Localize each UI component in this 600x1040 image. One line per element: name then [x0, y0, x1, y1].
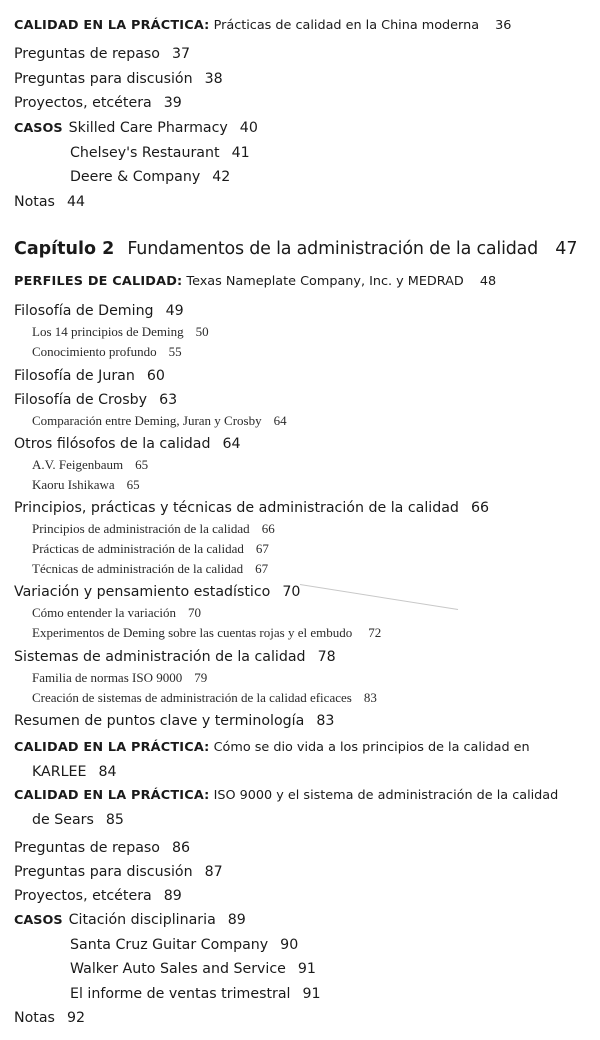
page-number: 89 [227, 912, 246, 928]
page-number: 89 [163, 888, 182, 904]
page-number: 49 [165, 303, 184, 319]
entry-title: Los 14 principios de Deming [32, 324, 184, 339]
chapter-title: Fundamentos de la administración de la calidad [127, 239, 539, 259]
quality-practice-entry [14, 20, 511, 33]
entry-title: Variación y pensamiento estadístico [14, 584, 271, 600]
toc-entry [14, 865, 223, 879]
page-number: 87 [204, 864, 223, 880]
page-number: 91 [302, 986, 321, 1002]
page-number: 41 [231, 145, 250, 161]
page-number: 39 [163, 95, 182, 111]
cases-label: CASOS [14, 913, 63, 928]
toc-entry [14, 96, 182, 110]
entry-title: Otros filósofos de la calidad [14, 436, 211, 452]
subsection-entry [32, 522, 275, 535]
entry-title: Walker Auto Sales and Service [70, 961, 286, 977]
section-entry [14, 501, 489, 515]
entry-title: Principios de administración de la calidad [32, 521, 250, 536]
section-label: CALIDAD EN LA PRÁCTICA: [14, 18, 210, 33]
subsection-entry [32, 562, 268, 575]
chapter-heading [14, 241, 577, 259]
subsection-entry [32, 626, 381, 639]
entry-title: Preguntas de repaso [14, 46, 160, 62]
page-number: 91 [297, 961, 316, 977]
subsection-entry [32, 606, 201, 619]
entry-title: Creación de sistemas de administración de la calidad eficaces [32, 690, 352, 705]
case-entry [14, 121, 258, 136]
entry-title: Conocimiento profundo [32, 344, 157, 359]
entry-title: El informe de ventas trimestral [70, 986, 291, 1002]
entry-title: Texas Nameplate Company, Inc. y MEDRAD [186, 274, 464, 289]
subsection-entry [32, 542, 269, 555]
entry-title: Notas [14, 194, 55, 210]
case-entry [70, 987, 321, 1001]
page-number: 50 [195, 324, 209, 339]
entry-title: Deere & Company [70, 169, 201, 185]
section-entry [14, 585, 300, 599]
section-entry [14, 714, 334, 728]
subsection-entry [32, 691, 377, 704]
page-number: 37 [171, 46, 191, 62]
entry-title: Preguntas para discusión [14, 864, 193, 880]
page-number: 84 [98, 764, 117, 780]
section-entry [14, 437, 241, 451]
page-number: 64 [222, 436, 241, 452]
entry-title: A.V. Feigenbaum [32, 457, 124, 472]
entry-title: Experimentos de Deming sobre las cuentas rojas y el embudo [32, 625, 353, 640]
page-number: 79 [194, 670, 208, 685]
quality-practice-entry [14, 790, 558, 803]
page-number: 55 [168, 344, 182, 359]
entry-title: KARLEE [32, 764, 87, 780]
entry-title: ISO 9000 y el sistema de administración de la calidad [213, 788, 559, 803]
page-number: 72 [368, 625, 382, 640]
section-entry [14, 393, 177, 407]
entry-title: de Sears [32, 812, 94, 828]
entry-title: Preguntas para discusión [14, 71, 193, 87]
case-entry [70, 146, 250, 160]
entry-title: Filosofía de Juran [14, 368, 135, 384]
entry-title: Filosofía de Crosby [14, 392, 148, 408]
page-number: 78 [317, 649, 336, 665]
entry-title: Cómo entender la variación [32, 605, 177, 620]
toc-entry [14, 72, 223, 86]
page-number: 92 [66, 1010, 86, 1026]
page-number: 70 [188, 605, 202, 620]
page-number: 64 [273, 413, 287, 428]
section-label: CALIDAD EN LA PRÁCTICA: [14, 740, 210, 755]
subsection-entry [32, 458, 148, 471]
entry-title: Principios, prácticas y técnicas de administración de la calidad [14, 500, 459, 516]
entry-title: Skilled Care Pharmacy [68, 120, 228, 136]
page-number: 38 [204, 71, 223, 87]
cases-label: CASOS [14, 121, 63, 136]
page-number: 66 [261, 521, 275, 536]
entry-title: Kaoru Ishikawa [32, 477, 115, 492]
page-number: 36 [495, 18, 512, 33]
entry-title: Filosofía de Deming [14, 303, 154, 319]
page-number: 44 [66, 194, 86, 210]
entry-title: Proyectos, etcétera [14, 95, 152, 111]
entry-title: Chelsey's Restaurant [70, 145, 220, 161]
subsection-entry [32, 414, 287, 427]
subsection-entry [32, 345, 182, 358]
page-number: 67 [255, 561, 269, 576]
page-number: 63 [159, 392, 178, 408]
section-label: CALIDAD EN LA PRÁCTICA: [14, 788, 210, 803]
subsection-entry [32, 671, 207, 684]
entry-title: Sistemas de administración de la calidad [14, 649, 306, 665]
page-number: 47 [555, 239, 578, 259]
entry-title: Prácticas de administración de la calidad [32, 541, 244, 556]
page-number: 83 [316, 713, 335, 729]
case-entry [70, 938, 298, 952]
quality-practice-continuation [32, 765, 117, 779]
page-number: 60 [146, 368, 165, 384]
entry-title: Proyectos, etcétera [14, 888, 152, 904]
scan-artifact-line [300, 584, 458, 610]
entry-title: Técnicas de administración de la calidad [32, 561, 244, 576]
toc-entry [14, 47, 190, 61]
page-number: 83 [363, 690, 377, 705]
quality-practice-entry [14, 742, 530, 755]
page-number: 48 [479, 274, 497, 289]
page-number: 67 [255, 541, 269, 556]
entry-title: Prácticas de calidad en la China moderna [213, 18, 480, 33]
entry-title: Comparación entre Deming, Juran y Crosby [32, 413, 262, 428]
page-number: 86 [171, 840, 191, 856]
section-entry [14, 369, 165, 383]
toc-entry [14, 841, 190, 855]
page-number: 85 [105, 812, 124, 828]
case-entry [14, 913, 246, 928]
section-entry [14, 304, 184, 318]
chapter-number: Capítulo 2 [14, 239, 115, 259]
notes-entry [14, 195, 85, 209]
page-number: 66 [470, 500, 489, 516]
entry-title: Notas [14, 1010, 55, 1026]
case-entry [70, 962, 316, 976]
case-entry [70, 170, 230, 184]
entry-title: Citación disciplinaria [68, 912, 216, 928]
section-label: PERFILES DE CALIDAD: [14, 274, 183, 289]
subsection-entry [32, 478, 140, 491]
entry-title: Santa Cruz Guitar Company [70, 937, 269, 953]
entry-title: Preguntas de repaso [14, 840, 160, 856]
toc-entry [14, 889, 182, 903]
section-entry [14, 650, 336, 664]
entry-title: Resumen de puntos clave y terminología [14, 713, 305, 729]
entry-title: Familia de normas ISO 9000 [32, 670, 183, 685]
profiles-entry [14, 276, 496, 289]
page-number: 65 [126, 477, 140, 492]
page-number: 42 [212, 169, 231, 185]
quality-practice-continuation [32, 813, 124, 827]
page-number: 40 [239, 120, 258, 136]
page-number: 70 [282, 584, 301, 600]
entry-title: Cómo se dio vida a los principios de la calidad en [213, 740, 530, 755]
notes-entry [14, 1011, 85, 1025]
page-number: 65 [135, 457, 149, 472]
page-number: 90 [280, 937, 299, 953]
subsection-entry [32, 325, 209, 338]
